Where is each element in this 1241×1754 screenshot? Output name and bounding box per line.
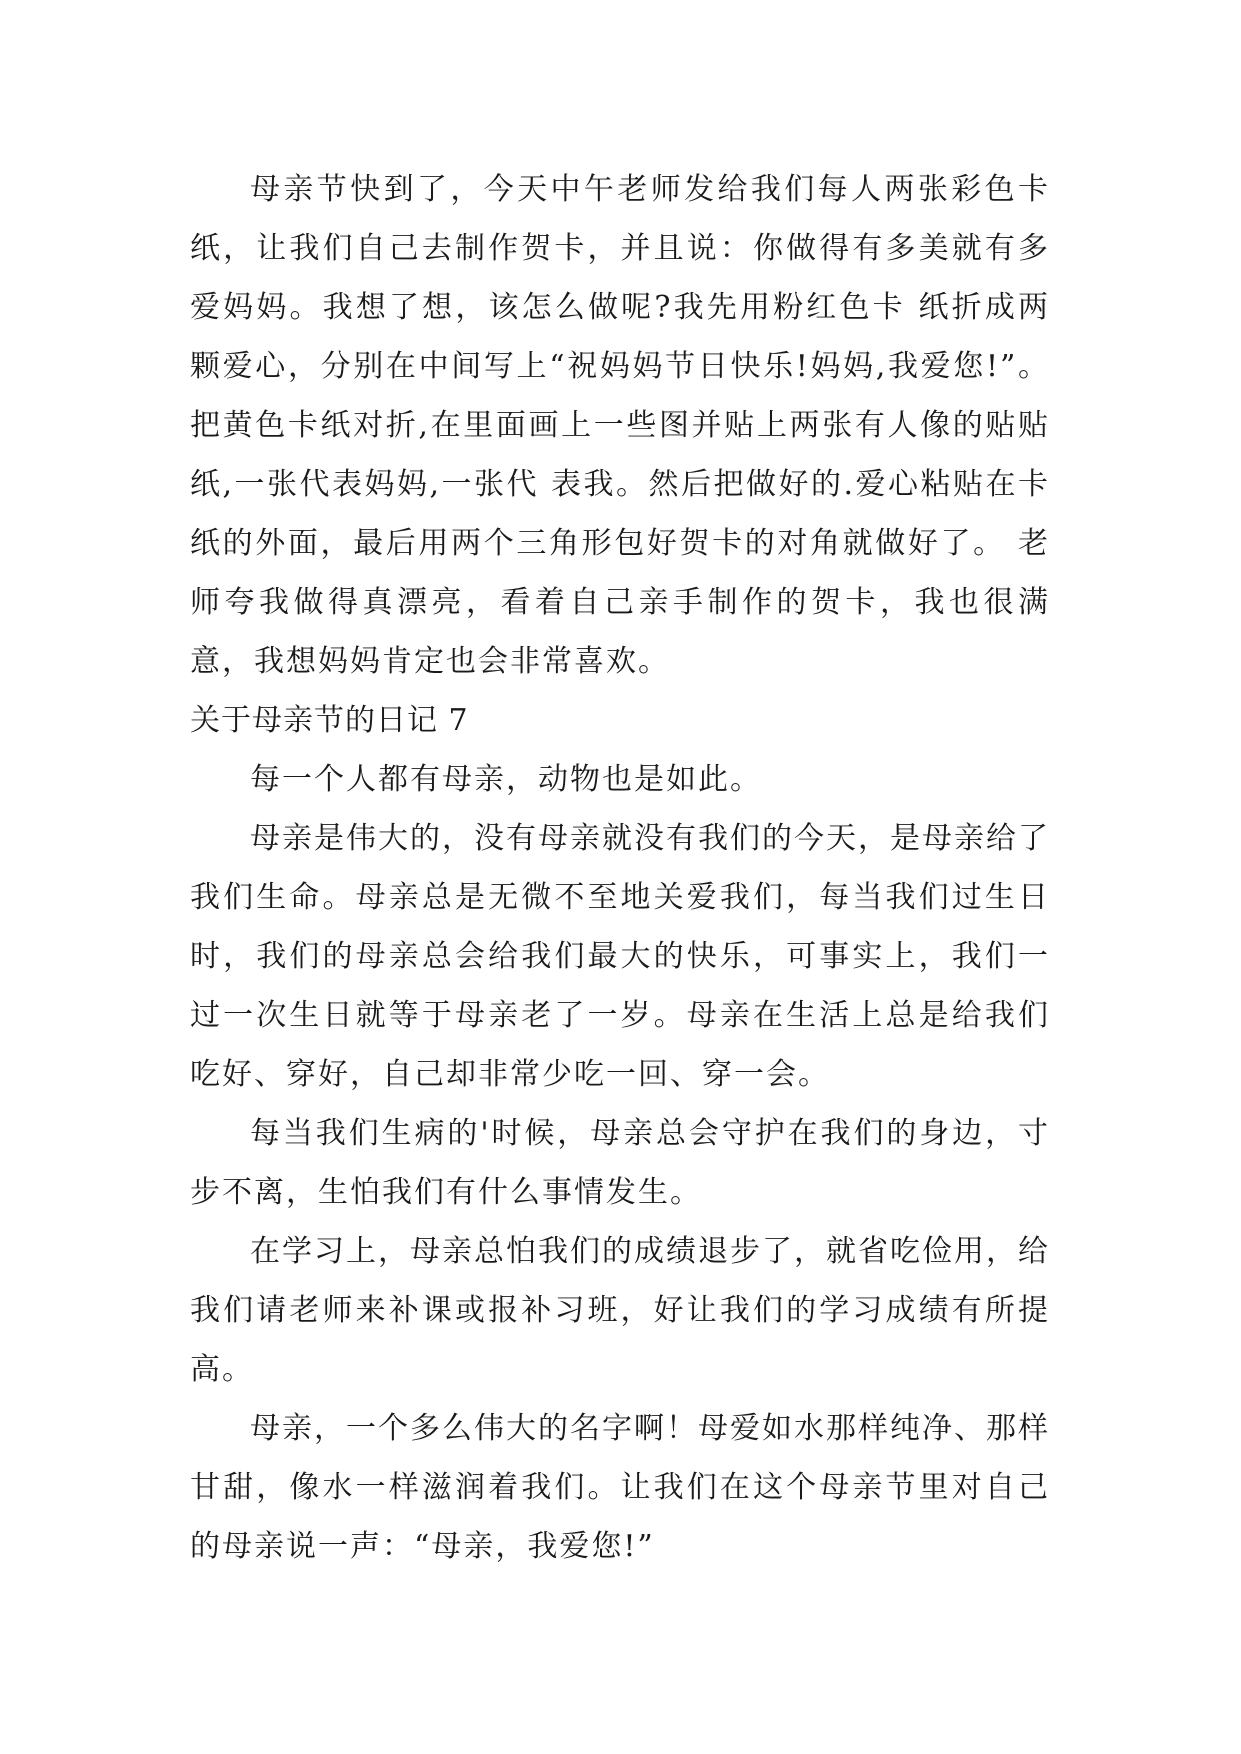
paragraph-1: 每一个人都有母亲，动物也是如此。 [250, 762, 762, 797]
paragraph-2: 母亲是伟大的，没有母亲就没有我们的今天，是母亲给了我们生命。母亲总是无微不至地关爱我们，每当我们过生日时，我们的母亲总会给我们最大的快乐，可事实上，我们一过一次生日就等于母亲老了一岁。母亲在生活上总是给我们吃好、穿好，自己却非常少吃一回、穿一会。 [190, 821, 1050, 1092]
document-page [190, 160, 1050, 1576]
paragraph-5: 母亲，一个多么伟大的名字啊！母爱如水那样纯净、那样甘甜，像水一样滋润着我们。让我们在这个母亲节里对自己的母亲说一声：“母亲，我爱您!” [190, 1411, 1050, 1564]
paragraph-4: 在学习上，母亲总怕我们的成绩退步了，就省吃俭用，给我们请老师来补课或报补习班，好让我们的学习成绩有所提高。 [190, 1234, 1050, 1387]
paragraph-3: 每当我们生病的'时候，母亲总会守护在我们的身边，寸步不离，生怕我们有什么事情发生。 [190, 1116, 1050, 1210]
section-title: 关于母亲节的日记 7 [190, 703, 469, 738]
intro-paragraph: 母亲节快到了，今天中午老师发给我们每人两张彩色卡纸，让我们自己去制作贺卡，并且说：你做得有多美就有多爱妈妈。我想了想，该怎么做呢?我先用粉红色卡 纸折成两颗爱心，分别在中间写上“祝妈妈节日快乐!妈妈,我爱您!”。把黄色卡纸对折,在里面画上一些图并贴上两张有人像的贴贴纸,一张代表妈妈,一张代 表我。然后把做好的.爱心粘贴在卡纸的外面，最后用两个三角形包好贺卡的对角就做好了。 老师夸我做得真漂亮，看着自己亲手制作的贺卡，我也很满意，我想妈妈肯定也会非常喜欢。 [190, 172, 1050, 679]
